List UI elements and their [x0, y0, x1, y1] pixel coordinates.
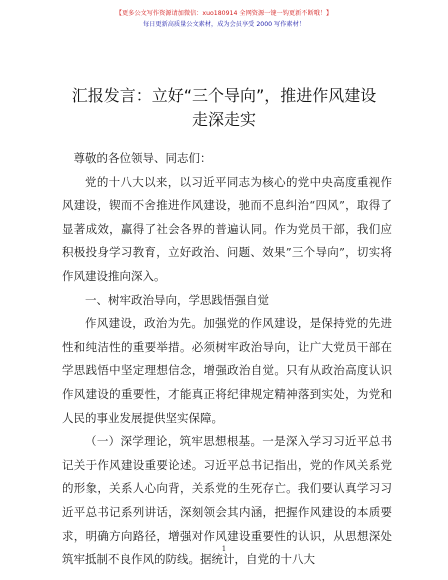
paragraph-political-orientation: 作风建设，政治为先。加强党的作风建设，是保持党的先进性和纯洁性的重要举措。必须树牢政治导向，让广大党员干部在学思践悟中坚定理想信念，增强政治自觉。只有从政治高度认识作风建设的重要性，才能真正将纪律规定精神落到实处，为党和人民的事业发展提供坚实保障。 [62, 316, 392, 425]
promo-line-2: 每日更新高质量公文素材，成为会员享受 2000 写作素材！ [143, 21, 305, 28]
paragraph-intro: 党的十八大以来，以习近平同志为核心的党中央高度重视作风建设，锲而不舍推进作风建设，驰而不息纠治“四风”，取得了显著成效，赢得了社会各界的普遍认同。作为党员干部，我们应积极投身学习教育，立好政治、问题、效果”三个导向”，切实将作风建设推向深入。 [62, 174, 392, 283]
section-heading-1: 一、树牢政治导向，学思践悟强自觉 [85, 292, 269, 307]
page-number: 1 [221, 545, 227, 553]
title-line-2: 走深走实 [191, 110, 256, 129]
promo-banner [0, 8, 448, 30]
promo-line-1: 【更多公文写作资源请加微信：xuo180914 全网资源一键一钩更新不断哦！】 [115, 10, 333, 17]
document-title [0, 84, 448, 132]
title-line-1: 汇报发言：立好“三个导向”，推进作风建设 [71, 86, 377, 105]
salutation: 尊敬的各位领导、同志们： [73, 151, 212, 165]
paragraph-deep-study: （一）深学理论，筑牢思想根基。一是深入学习习近平总书记关于作风建设重要论述。习近平总书记指出，党的作风关系党的形象，关系人心向背，关系党的生死存亡。我们要认真学习习近平总书记系列讲话，深刻领会其内涵，把握作风建设的本质要求，明确方向路径，增强对作风建设重要性的认识，从思想深处筑牢抵制不良作风的防线。据统计，自党的十八大 [62, 434, 392, 567]
document-body [62, 147, 392, 572]
